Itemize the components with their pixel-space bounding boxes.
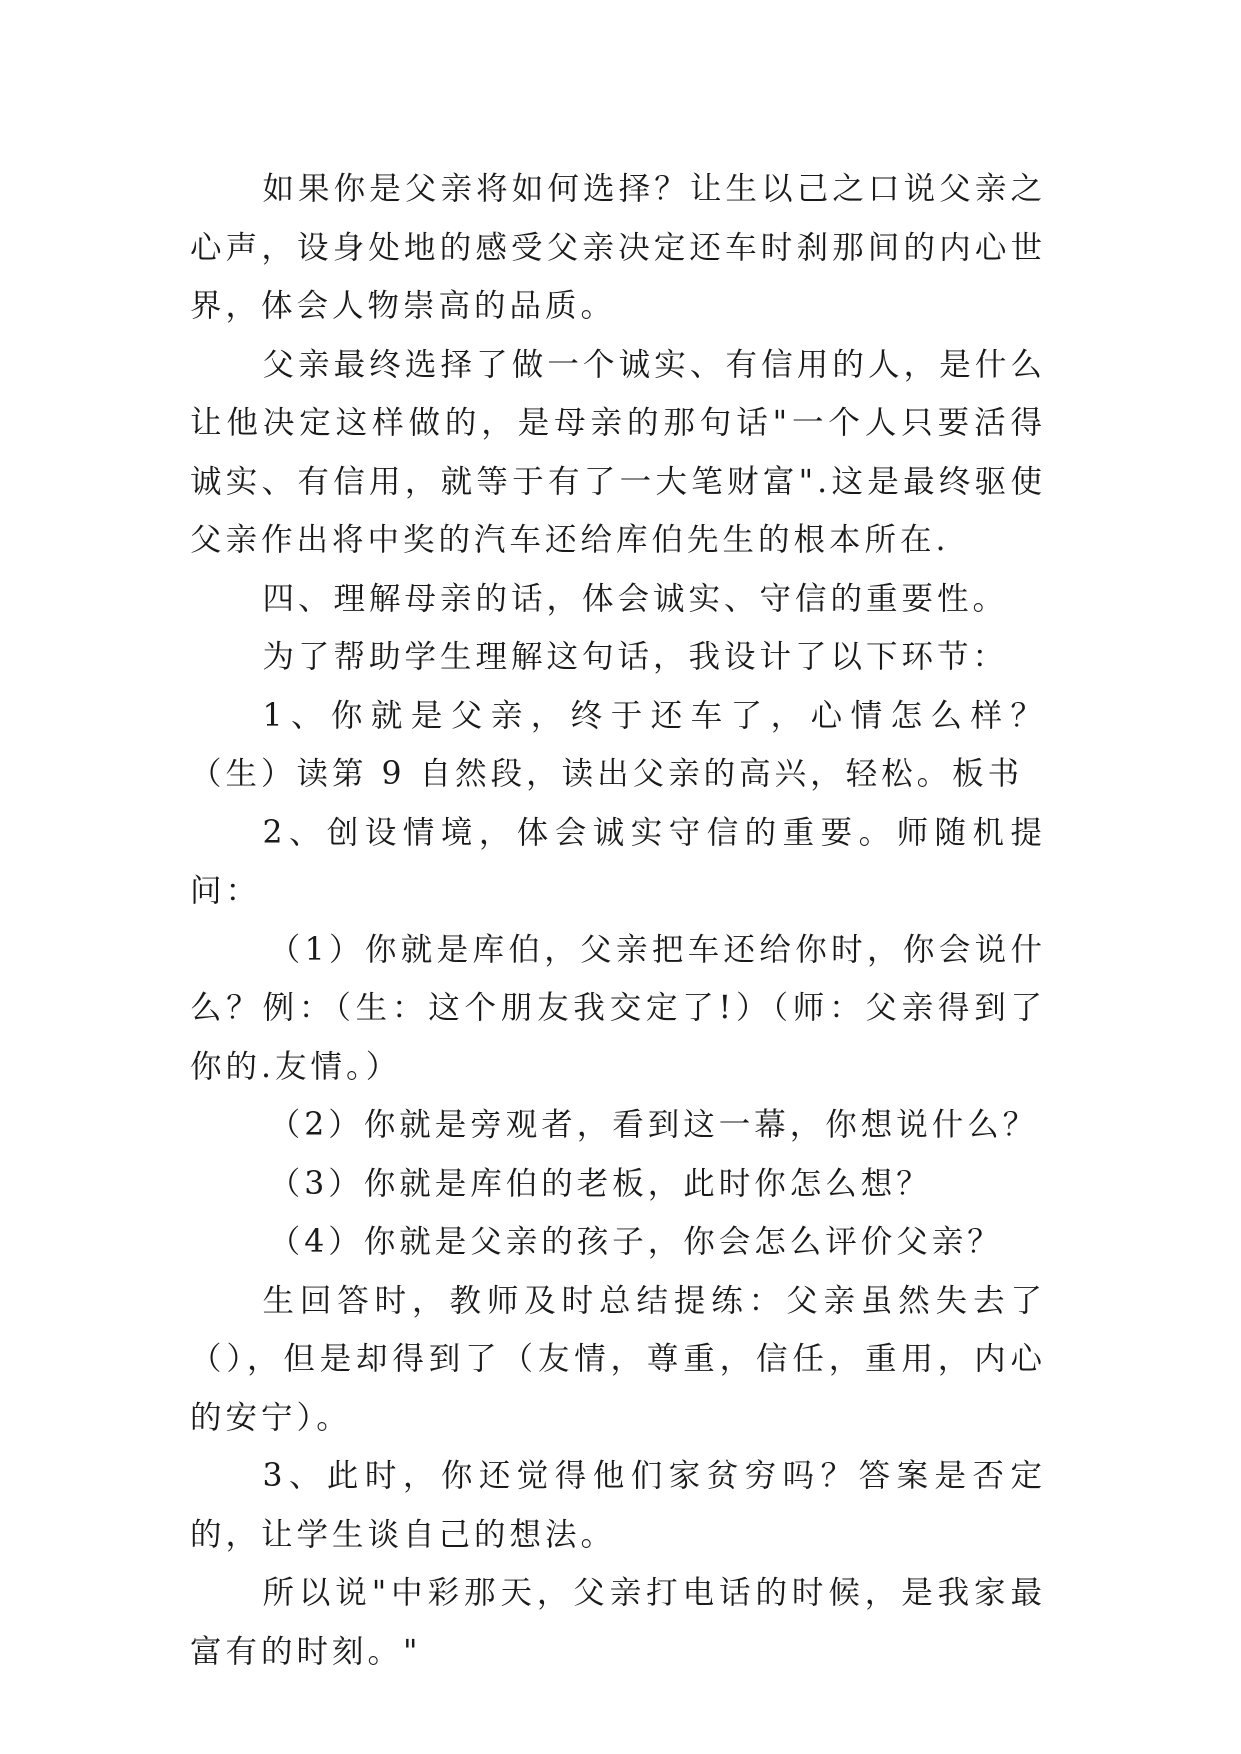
paragraph-design-intro: 为了帮助学生理解这句话，我设计了以下环节： [262, 639, 1008, 675]
paragraph-conclusion: 所以说"中彩那天，父亲打电话的时候，是我家最富有的时刻。" [190, 1575, 1046, 1670]
sub-item-1: （1）你就是库伯，父亲把车还给你时，你会说什么？例：（生：这个朋友我交定了!）（师：父亲得到了你的.友情。） [190, 931, 1046, 1085]
sub-item-3: （3）你就是库伯的老板，此时你怎么想？ [268, 1165, 932, 1202]
document-page [190, 160, 1046, 1681]
list-item-2: 2、创设情境，体会诚实守信的重要。师随机提问： [190, 814, 1046, 909]
paragraph-summary: 生回答时，教师及时总结提练：父亲虽然失去了（），但是却得到了（友情，尊重，信任，重用，内心的安宁）。 [190, 1282, 1046, 1436]
sub-item-2: （2）你就是旁观者，看到这一幕，你想说什么？ [268, 1107, 1039, 1143]
paragraph-choice: 如果你是父亲将如何选择？让生以己之口说父亲之心声，设身处地的感受父亲决定还车时刹那间的内心世界，体会人物崇高的品质。 [190, 171, 1046, 324]
section-heading-four: 四、理解母亲的话，体会诚实、守信的重要性。 [262, 580, 1008, 617]
list-item-3: 3、此时，你还觉得他们家贫穷吗？答案是否定的，让学生谈自己的想法。 [190, 1458, 1046, 1553]
list-item-1: 1、你就是父亲，终于还车了，心情怎么样？（生）读第 9 自然段，读出父亲的高兴，轻松。板书 [190, 697, 1046, 792]
paragraph-honesty: 父亲最终选择了做一个诚实、有信用的人，是什么让他决定这样做的，是母亲的那句话"一个人只要活得诚实、有信用，就等于有了一大笔财富".这是最终驱使父亲作出将中奖的汽车还给库伯先生的根本所在. [190, 346, 1046, 558]
sub-item-4: （4）你就是父亲的孩子，你会怎么评价父亲？ [268, 1224, 1003, 1260]
